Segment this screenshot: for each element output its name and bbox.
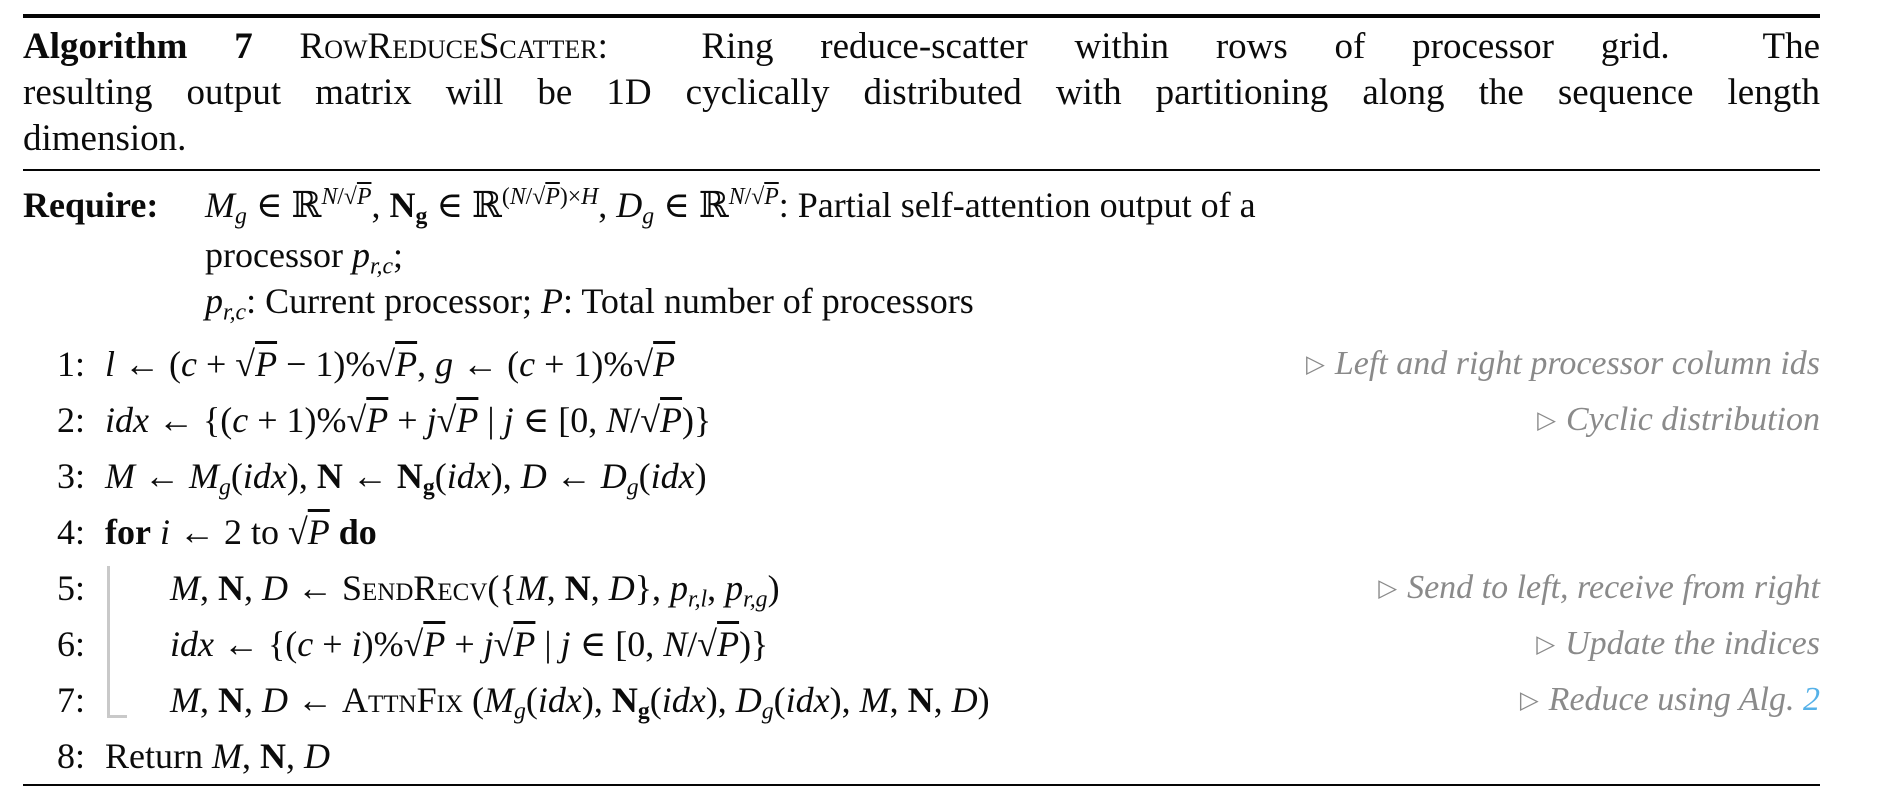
comment-triangle-icon: ▷ bbox=[1536, 631, 1556, 658]
line-number: 6: bbox=[56, 624, 85, 664]
algo-line-1 bbox=[23, 336, 1820, 392]
algo-line-3 bbox=[23, 448, 1820, 504]
comment-triangle-icon: ▷ bbox=[1519, 687, 1539, 714]
title-line-1: Algorithm 7 RowReduceScatter: Ring reduce-scatter within rows of processor grid. The bbox=[23, 26, 1821, 67]
algo-line-5 bbox=[23, 560, 1820, 616]
line-number: 1: bbox=[56, 344, 85, 384]
algorithm-2-link[interactable]: 2 bbox=[1803, 681, 1820, 718]
line-comment: ▷ Update the indices bbox=[1536, 625, 1820, 662]
line-code: M, N, D ← AttnFix ($M_g(idx)$, $N_g(idx)$, $D_g(idx)$, M, N, D) bbox=[170, 680, 990, 725]
comment-triangle-icon: ▷ bbox=[1378, 575, 1398, 602]
algo-line-7 bbox=[23, 672, 1820, 728]
line-code: idx ← {(c + 1)%√P + j√P | j ∈ [0, N/√P)} bbox=[105, 400, 712, 440]
comment-triangle-icon: ▷ bbox=[1306, 351, 1325, 378]
require-line-2: processor $p_{r,c}$; bbox=[205, 235, 404, 280]
line-number: 5: bbox=[56, 568, 85, 608]
algo-line-6 bbox=[23, 616, 1820, 672]
require-line-3: $p_{r,c}$: Current processor; P: Total number of processors bbox=[205, 281, 974, 326]
line-number: 4: bbox=[56, 512, 85, 552]
line-number: 3: bbox=[56, 456, 85, 496]
comment-triangle-icon: ▷ bbox=[1537, 407, 1556, 434]
for-loop-body bbox=[23, 560, 1820, 728]
line-comment: ▷ Cyclic distribution bbox=[1537, 401, 1820, 438]
line-code: Return M, N, D bbox=[105, 736, 330, 776]
line-number: 7: bbox=[56, 680, 85, 720]
require-line-1-math: $M_g$ ∈ ℝ$^{N/√P}$, $N_g$ ∈ ℝ$^{(N/√P)\times H}$, $D_g$ ∈ ℝ$^{N/√P}$: Partial self-attention output of a bbox=[205, 183, 1256, 230]
require-keyword: Require: bbox=[23, 185, 159, 225]
line-number: 2: bbox=[56, 400, 85, 440]
bottom-rule bbox=[23, 784, 1820, 786]
algo-line-8 bbox=[23, 728, 1820, 784]
line-comment: ▷ Send to left, receive from right bbox=[1378, 569, 1820, 606]
line-code: M, N, D ← SendRecv({M, N, D}, $p_{r,l}$, $p_{r,g}$) bbox=[170, 568, 780, 613]
algorithm-lines bbox=[23, 326, 1820, 784]
line-code: for i ← 2 to √P do bbox=[105, 512, 377, 552]
line-code: M ← $M_g(idx)$, N ← $N_g(idx)$, D ← $D_g(idx)$ bbox=[105, 456, 707, 501]
algo-line-2 bbox=[23, 392, 1820, 448]
line-comment: ▷ Reduce using Alg. 2 bbox=[1519, 681, 1820, 718]
algo-line-4 bbox=[23, 504, 1820, 560]
line-code: idx ← {(c + i)%√P + j√P | j ∈ [0, N/√P)} bbox=[170, 624, 769, 664]
line-number: 8: bbox=[56, 736, 85, 776]
title-line-2: resulting output matrix will be 1D cyclically distributed with partitioning along the sequence length bbox=[23, 72, 1820, 113]
line-code: l ← (c + √P − 1)%√P, g ← (c + 1)%√P bbox=[105, 344, 676, 384]
title-line-3: dimension. bbox=[23, 118, 187, 159]
require-block bbox=[23, 171, 1820, 326]
require-line-1 bbox=[23, 179, 1820, 232]
line-comment: ▷ Left and right processor column ids bbox=[1306, 345, 1820, 382]
algorithm-title bbox=[23, 18, 1820, 169]
